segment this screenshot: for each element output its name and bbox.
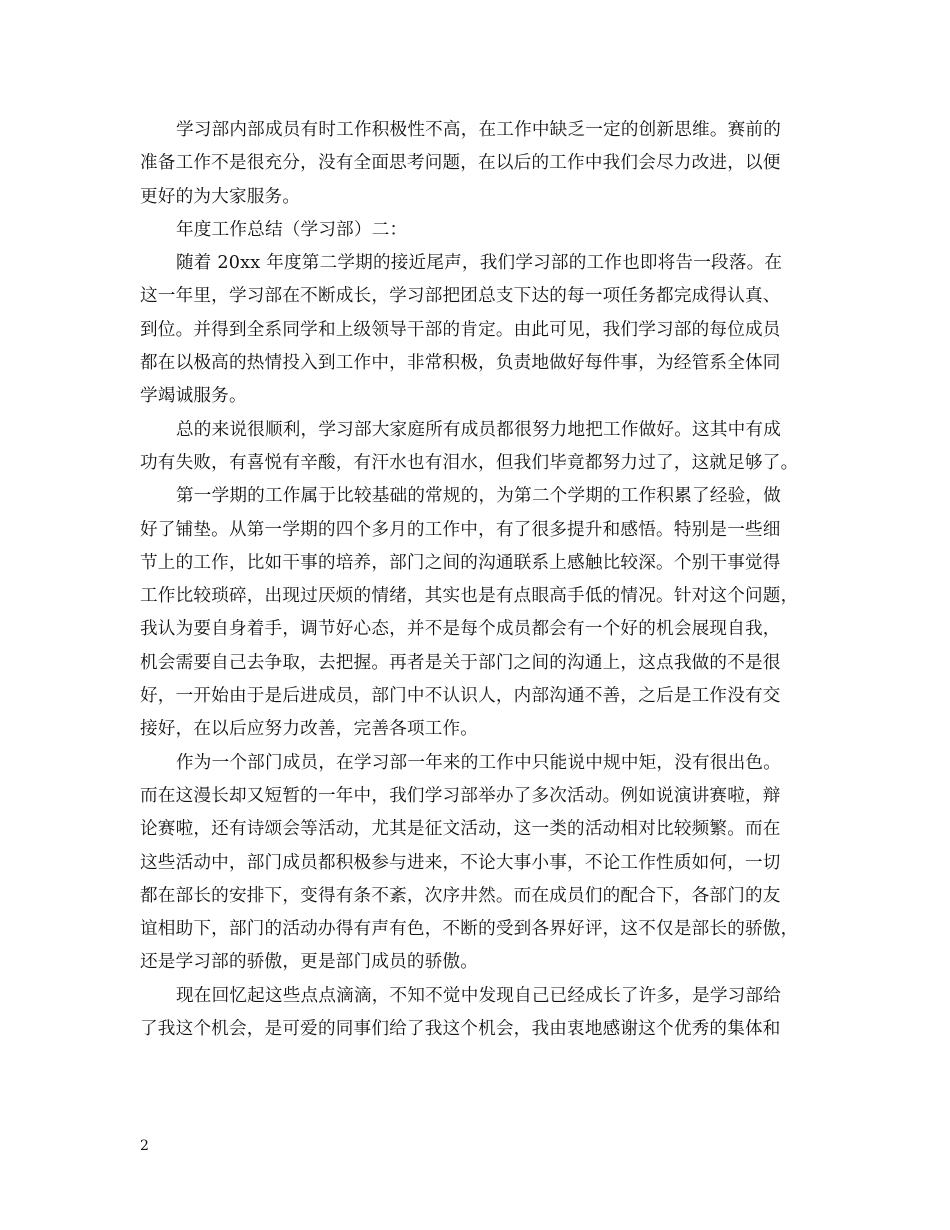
text-line: 还是学习部的骄傲，更是部门成员的骄傲。 bbox=[140, 952, 479, 973]
text-line: 了我这个机会，是可爱的同事们给了我这个机会，我由衷地感谢这个优秀的集体和 bbox=[140, 1019, 781, 1040]
text-line: 谊相助下，部门的活动办得有声有色，不断的受到各界好评，这不仅是部长的骄傲， bbox=[140, 919, 799, 940]
body-text bbox=[140, 114, 822, 1046]
text-line: 节上的工作，比如干事的培养，部门之间的沟通联系上感触比较深。个别干事觉得 bbox=[140, 552, 781, 573]
text-line: 机会需要自己去争取，去把握。再者是关于部门之间的沟通上，这点我做的不是很 bbox=[140, 652, 781, 673]
text-line: 作为一个部门成员，在学习部一年来的工作中只能说中规中矩，没有很出色。 bbox=[176, 752, 781, 773]
text-line: 这些活动中，部门成员都积极参与进来，不论大事小事，不论工作性质如何，一切 bbox=[140, 852, 781, 873]
text-line: 学习部内部成员有时工作积极性不高，在工作中缺乏一定的创新思维。赛前的 bbox=[176, 120, 781, 140]
text-line: 好，一开始由于是后进成员，部门中不认识人，内部沟通不善，之后是工作没有交 bbox=[140, 686, 781, 707]
text-line: 准备工作不是很充分，没有全面思考问题，在以后的工作中我们会尽力改进，以便 bbox=[140, 153, 781, 174]
text-line: 我认为要自身着手，调节好心态，并不是每个成员都会有一个好的机会展现自我， bbox=[140, 619, 781, 640]
text-line: 而在这漫长却又短暂的一年中，我们学习部举办了多次活动。例如说演讲赛啦，辩 bbox=[140, 785, 781, 806]
text-line: 工作比较琐碎，出现过厌烦的情绪，其实也是有点眼高手低的情况。针对这个问题， bbox=[140, 586, 799, 607]
text-line: 总的来说很顺利，学习部大家庭所有成员都很努力地把工作做好。这其中有成 bbox=[176, 419, 781, 440]
text-line: 论赛啦，还有诗颂会等活动，尤其是征文活动，这一类的活动相对比较频繁。而在 bbox=[140, 819, 781, 840]
text-line: 都在部长的安排下，变得有条不紊，次序井然。而在成员们的配合下，各部门的友 bbox=[140, 885, 781, 906]
text-line: 年度工作总结（学习部）二： bbox=[176, 219, 408, 240]
page-number: 2 bbox=[140, 1138, 149, 1154]
text-line: 第一学期的工作属于比较基础的常规的，为第二个学期的工作积累了经验，做 bbox=[176, 486, 781, 507]
text-line: 到位。并得到全系同学和上级领导干部的肯定。由此可见，我们学习部的每位成员 bbox=[140, 319, 781, 340]
text-line: 更好的为大家服务。 bbox=[140, 186, 301, 207]
text-line: 功有失败，有喜悦有辛酸，有汗水也有泪水，但我们毕竟都努力过了，这就足够了。 bbox=[140, 452, 799, 473]
text-line: 随着 20xx 年度第二学期的接近尾声，我们学习部的工作也即将告一段落。在 bbox=[176, 253, 783, 274]
text-line: 接好，在以后应努力改善，完善各项工作。 bbox=[140, 719, 479, 740]
text-line: 好了铺垫。从第一学期的四个多月的工作中，有了很多提升和感悟。特别是一些细 bbox=[140, 519, 781, 540]
text-line: 这一年里，学习部在不断成长，学习部把团总支下达的每一项任务都完成得认真、 bbox=[140, 286, 781, 307]
text-line: 现在回忆起这些点点滴滴，不知不觉中发现自己已经成长了许多，是学习部给 bbox=[176, 985, 781, 1006]
text-line: 学竭诚服务。 bbox=[140, 386, 247, 407]
text-line: 都在以极高的热情投入到工作中，非常积极，负责地做好每件事，为经管系全体同 bbox=[140, 353, 781, 374]
